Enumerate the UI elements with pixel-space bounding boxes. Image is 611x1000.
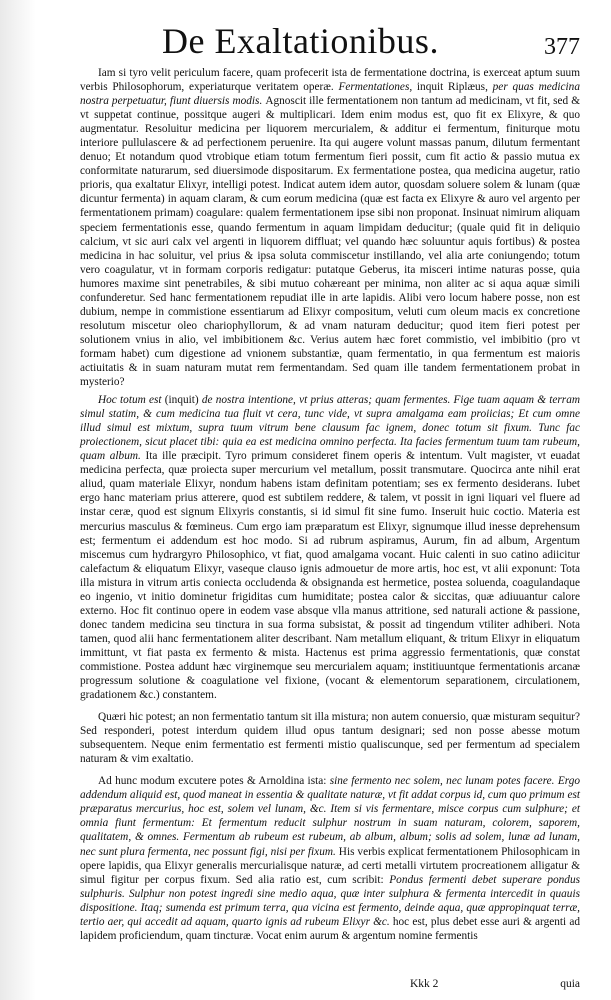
italic-text-run: Fermentationes, xyxy=(338,81,417,94)
body-text xyxy=(80,66,580,943)
text-run: (inquit) xyxy=(164,394,202,407)
catchword: quia xyxy=(560,978,580,990)
italic-text-run: sine fermento nec solem, nec lunam potes facere. Ergo addendum aliquid est, quod maneat in essentia & qualitate naturæ, vt fit addat corpus id, cum quo primum est præparatus mercurius, hoc est, solem vel lunam, &c. Item si vis fermentare, misce corpus cum sulphure; et omnia fiunt fermentum: Et fermentum reducit sulphur nostrum in suam naturam, colorem, saporem, qualitatem, & omnes. Fermentum ab rubeum est rubeum, ab album, album; solis ad solem, lunæ ad lunam, nec sunt plura fermenta, nec possunt figi, nisi per fixum. xyxy=(80,775,580,858)
text-run: Ita ille præcipit. Tyro primum consideret finem operis & intentum. Vult magister, vt euadat medicina perfecta, quæ proiecta super mercurium vel metallum, possit transmutare. Quocirca ante nihil erat aliud, quam materiale Elixyr, nondum habens istam definitam potentiam; ses ex fermento desiderans. Iubet ergo hanc materiam prius atterere, quod est subtilem reddere, & talem, vt possit in igni liquari vel fluere ad instar ceræ, quod est signum Elixyris constantis, si id simul fit sine fumo. Inseruit huic coctio. Materia est mercurius masculus & fœmineus. Cum ergo iam præparatum est Elixyr, signumque illud inesse deprehensum est; fermentum ei addendum est hoc modo. Si ad rubrum aspiramus, Aurum, fin ad album, Argentum miscemus cum hydrargyro Philosophico, vt fiat, quod amalgama vocant. Huic calenti in suo catino adiicitur calefactum & eliquatum Elixyr, vaseque clauso ignis admouetur de more artis, hoc est, vt alii exponunt: Tota illa mistura in vitrum artis coniecta occludenda & obsignanda est hermetice, postea soluenda, coagulandaque eo ingenio, vt initio dominetur frigiditas cum humiditate; postea calor & siccitas, quæ adiuuantur calore externo. Hoc fit continuo opere in eodem vase absque vlla manus attritione, sed naturali actione & passione, donec tandem medicina seu tinctura in sua forma subsistat, & possit ad tingendum vtiliter adhiberi. Nota tamen, quod alii hanc fermentationem aliter describant. Nam metallum eliquant, & tritum Elixyr in eliquatum immittunt, vt fiat pasta ex fermento & mista. Hactenus est prima aggressio fermentationis, quæ constat commistione. Postea addunt hæc virginemque seu mercurialem aquam; institiuuntque fermentationis arcanæ progressum solutione & coagulatione vel fixione, (vocant & elementorum separationem, circulationem, gradationem &c.) constantem. xyxy=(80,450,580,702)
signature-mark: Kkk 2 xyxy=(410,978,439,990)
text-run: Quæri hic potest; an non fermentatio tantum sit illa mistura; non autem conuersio, quæ misturam sequitur? Sed responderi, potest interdum quidem illud opus tantum designari; sed non posse abesse motum subsequentem. Neque enim fermentatio est fermenti mistio qualiscunque, sed per fermentum ad specialem naturam & vim exaltatio. xyxy=(80,711,580,766)
binding-gutter-shadow xyxy=(0,0,36,1000)
page-title: De Exaltationibus. xyxy=(162,21,439,61)
italic-text-run: Pondus fermenti debet superare pondus sulphuris. Sulphur non potest ingredi sine medio aqua, quæ inter sulphura & fermenta intercedit in quauis dispositione. Itaq; sumenda est primum terra, qua vicina est fermento, deinde aqua, quæ appropinquat terræ, tertio aer, qui accedit ad aquam, quarto ignis ad rubeum Elixyr &c. xyxy=(80,873,580,928)
running-header xyxy=(70,14,580,66)
text-run: Agnoscit ille fermentationem non tantum ad medicinam, vt fit, sed & vt suppetat continue, possitque augeri & multiplicari. Idem enim modus est, quo fit ex Elixyre, & quo augmentatur. Resoluitur medicina per liquorem mercurialem, & additur ei fermentum, finiturque motu interiore pullulascere & ad perfectionem peruenire. Ita qui augere volunt massas panum, dilutum fermentant denuo; Et notandum quod vtrobique etiam totum fermentum fieri possit, cum fit actio & passio mutua ex conformitate naturarum, sed diuersimode dispositarum. Ex fermentatione postea, qua medicina augetur, ratio prioris, qua exaltatur Elixyr, intelligi potest. Indicat autem idem autor, quosdam soluere solem & lunam (quæ dicuntur fermenta) in aquam claram, & cum eorum medicina (quæ est facta ex Elixyre & auro vel argento per fermentationem primam) coagulare: qualem fermentationem ipse sibi non proponat. Insinuat nimirum aliquam speciem fermentationis esse, quando fermentum in aquam limpidam deducitur; (quale quid fit in deliquio calcium, vt sic auri calx vel argenti in liquorem diffluat; vel quando hæc soluuntur aquis fortibus) & postea medicina in hac soluitur, vel prius & ipsa soluta commiscetur instillando, vel alia arte coniungendo; totum vero coagulatur, vt in formam corporis redigatur: putatque Geberus, ita misceri intime naturas posse, quia humores maxime sint penetrabiles, & sibi mutuo cohæreant per minima, non aliter ac si aqua aquæ simili confunderetur. Sed hanc fermentationem repudiat ille in arte lapidis. Alibi vero locum habere posse, non est dubium, nempe in commistione essentiarum ad Elixyr compositum, veluti cum oleum macis ex concretione resolutum miscetur oleo chariophyllorum, & ad vnam naturam deducitur; quod item fieri potest per solutionem vnius in alio, vel imbibitionem &c. Verius autem hæc foret commistio, vel imbibitio (pro vt formam habet) cum digestione ad vnionem substantiæ, quam fermentatio, in qua fermentum est maioris actiuitatis & in suam naturam mutat rem fermentandam. Sed quam ille tandem fermentationem probat in mysterio? xyxy=(80,95,580,389)
italic-text-run: per quas medicina nostra perpetuatur, fiunt diuersis modis. xyxy=(80,81,580,108)
italic-text-run: de nostra intentione, vt prius atteras; quam fermentes. Fige tuam aquam & terram simul statim, & cum medicina tua fluit vt cera, tunc vide, vt supra amalgama eam proiicias; Et cum omne illud simul est mixtum, supra tuum vitrum bene clausum fac ignem, donec totum sit fixum. Tunc fac proiectionem, sicut placet tibi: quia ea est medicina omnino perfecta. Ita facies fermentum tuum tam rubeum, quam album. xyxy=(80,394,580,463)
text-run: Ad hunc modum excutere potes & Arnoldina ista: xyxy=(98,775,330,788)
paragraph-1 xyxy=(80,66,580,389)
paragraph-4 xyxy=(80,774,580,943)
text-run: inquit Riplæus, xyxy=(416,81,493,94)
text-run: His verbis explicat fermentationem Philosophicam in opere lapidis, qua Elixyr generalis mercurialisque naturæ, ad certi metalli virtutem procreationem alligatur & simul figitur per corpus fixum. Sed alia ratio est, cum scribit: xyxy=(80,845,580,886)
page-number: 377 xyxy=(544,34,580,60)
page-footer xyxy=(410,978,580,994)
text-run: Iam si tyro velit periculum facere, quam profecerit ista de fermentatione doctrina, is exerceat aptum suum verbis Philosophorum, experiaturque veritatem operæ. xyxy=(80,67,580,94)
paragraph-2 xyxy=(80,393,580,702)
text-run: hoc est, plus debet esse auri & argenti ad lapidem proficiendum, quam tincturæ. Vocat enim aurum & argentum nomine fermentis xyxy=(80,915,580,942)
paragraph-3 xyxy=(80,710,580,766)
italic-text-run: Hoc totum est xyxy=(98,394,165,407)
